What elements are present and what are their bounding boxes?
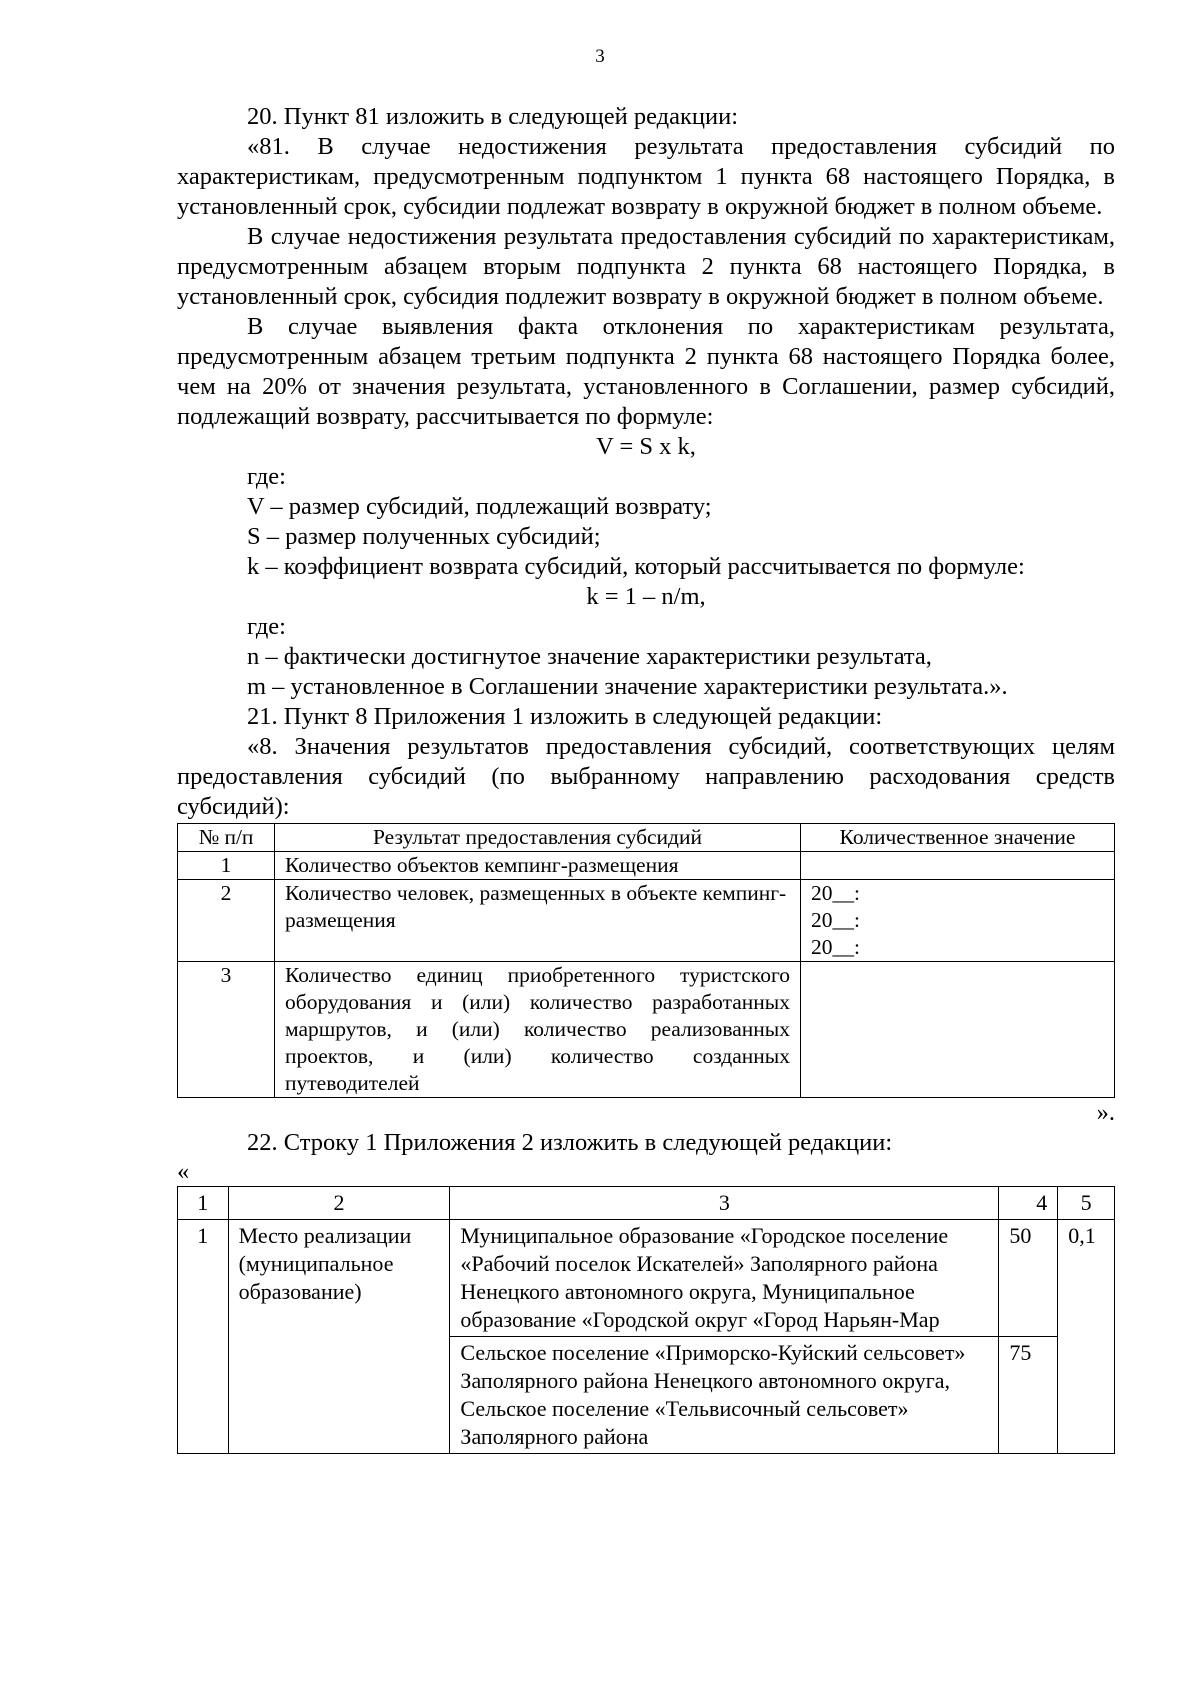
column-header: Результат предоставления субсидий	[275, 824, 801, 852]
column-header: 5	[1058, 1187, 1115, 1220]
row-number: 3	[178, 962, 275, 1098]
formula-k: k = 1 – n/m,	[586, 583, 706, 610]
municipality-cell: Сельское поселение «Приморско-Куйский сельсовет» Заполярного района Ненецкого автономного округа, Сельское поселение «Тельвисочный сельсовет» Заполярного района	[450, 1337, 999, 1454]
section-21-paragraph: «8. Значения результатов предоставления субсидий, соответствующих целям предоставления субсидий (по выбранному направлению расходования средств субсидий):	[177, 733, 1115, 820]
definition-s: S – размер полученных субсидий;	[247, 523, 601, 550]
section-21-heading: 21. Пункт 8 Приложения 1 изложить в следующей редакции:	[247, 703, 883, 730]
row-number: 2	[178, 880, 275, 962]
column-header: 4	[999, 1187, 1058, 1220]
value-cell: 50	[999, 1220, 1058, 1337]
table-row	[178, 962, 1115, 1098]
section-20-paragraph-3: В случае выявления факта отклонения по характеристикам результата, предусмотренным абзацем третьим подпункта 2 пункта 68 настоящего Порядка более, чем на 20% от значения результата, установленного в Соглашении, размер субсидий, подлежащий возврату, рассчитывается по формуле:	[177, 313, 1115, 430]
closing-quote: ».	[1096, 1099, 1115, 1126]
quantity-year-line: 20__:	[811, 935, 860, 959]
row-quantity	[801, 852, 1115, 880]
section-22-heading: 22. Строку 1 Приложения 2 изложить в следующей редакции:	[247, 1129, 893, 1156]
column-header: 1	[178, 1187, 229, 1220]
table-row	[178, 880, 1115, 962]
quantity-year-line: 20__:	[811, 908, 860, 932]
annex-2-table	[177, 1186, 1115, 1454]
row-result: Количество объектов кемпинг-размещения	[275, 852, 801, 880]
municipality-cell: Муниципальное образование «Городское поселение «Рабочий поселок Искателей» Заполярного района Ненецкого автономного округа, Муниципальное образование «Городской округ «Город Нарьян-Мар	[450, 1220, 999, 1337]
table-header-row	[178, 1187, 1115, 1220]
value-cell: 0,1	[1058, 1220, 1115, 1454]
column-header: 2	[228, 1187, 450, 1220]
column-header: 3	[450, 1187, 999, 1220]
definition-n: n – фактически достигнутое значение характеристики результата,	[247, 643, 932, 670]
results-table	[177, 823, 1115, 1098]
table-row	[178, 1220, 1115, 1337]
value-cell: 75	[999, 1337, 1058, 1454]
section-20-heading: 20. Пункт 81 изложить в следующей редакции:	[247, 103, 739, 130]
where-label: где:	[247, 463, 286, 490]
row-number: 1	[178, 1220, 229, 1454]
row-number: 1	[178, 852, 275, 880]
row-quantity	[801, 880, 1115, 962]
column-header: Количественное значение	[801, 824, 1115, 852]
row-label: Место реализации (муниципальное образование)	[228, 1220, 450, 1454]
column-header: № п/п	[178, 824, 275, 852]
opening-quote: «	[177, 1158, 190, 1185]
row-quantity	[801, 962, 1115, 1098]
row-result: Количество человек, размещенных в объекте кемпинг-размещения	[275, 880, 801, 962]
definition-k: k – коэффициент возврата субсидий, который рассчитывается по формуле:	[247, 553, 1025, 580]
document-body	[177, 102, 1115, 1454]
table-header-row	[178, 824, 1115, 852]
row-result: Количество единиц приобретенного туристского оборудования и (или) количество разработанных маршрутов, и (или) количество реализованных проектов, и (или) количество созданных путеводителей	[275, 962, 801, 1098]
section-20-paragraph-1: «81. В случае недостижения результата предоставления субсидий по характеристикам, предусмотренным подпунктом 1 пункта 68 настоящего Порядка, в установленный срок, субсидии подлежат возврату в окружной бюджет в полном объеме.	[177, 133, 1115, 220]
section-20-paragraph-2: В случае недостижения результата предоставления субсидий по характеристикам, предусмотренным абзацем вторым подпункта 2 пункта 68 настоящего Порядка, в установленный срок, субсидия подлежит возврату в окружной бюджет в полном объеме.	[177, 223, 1115, 310]
quantity-year-line: 20__:	[811, 881, 860, 905]
definition-v: V – размер субсидий, подлежащий возврату;	[247, 493, 712, 520]
table-row	[178, 852, 1115, 880]
where-label: где:	[247, 613, 286, 640]
page-number: 3	[595, 46, 605, 67]
formula-v: V = S x k,	[596, 433, 696, 460]
definition-m: m – установленное в Соглашении значение характеристики результата.».	[247, 673, 1008, 700]
